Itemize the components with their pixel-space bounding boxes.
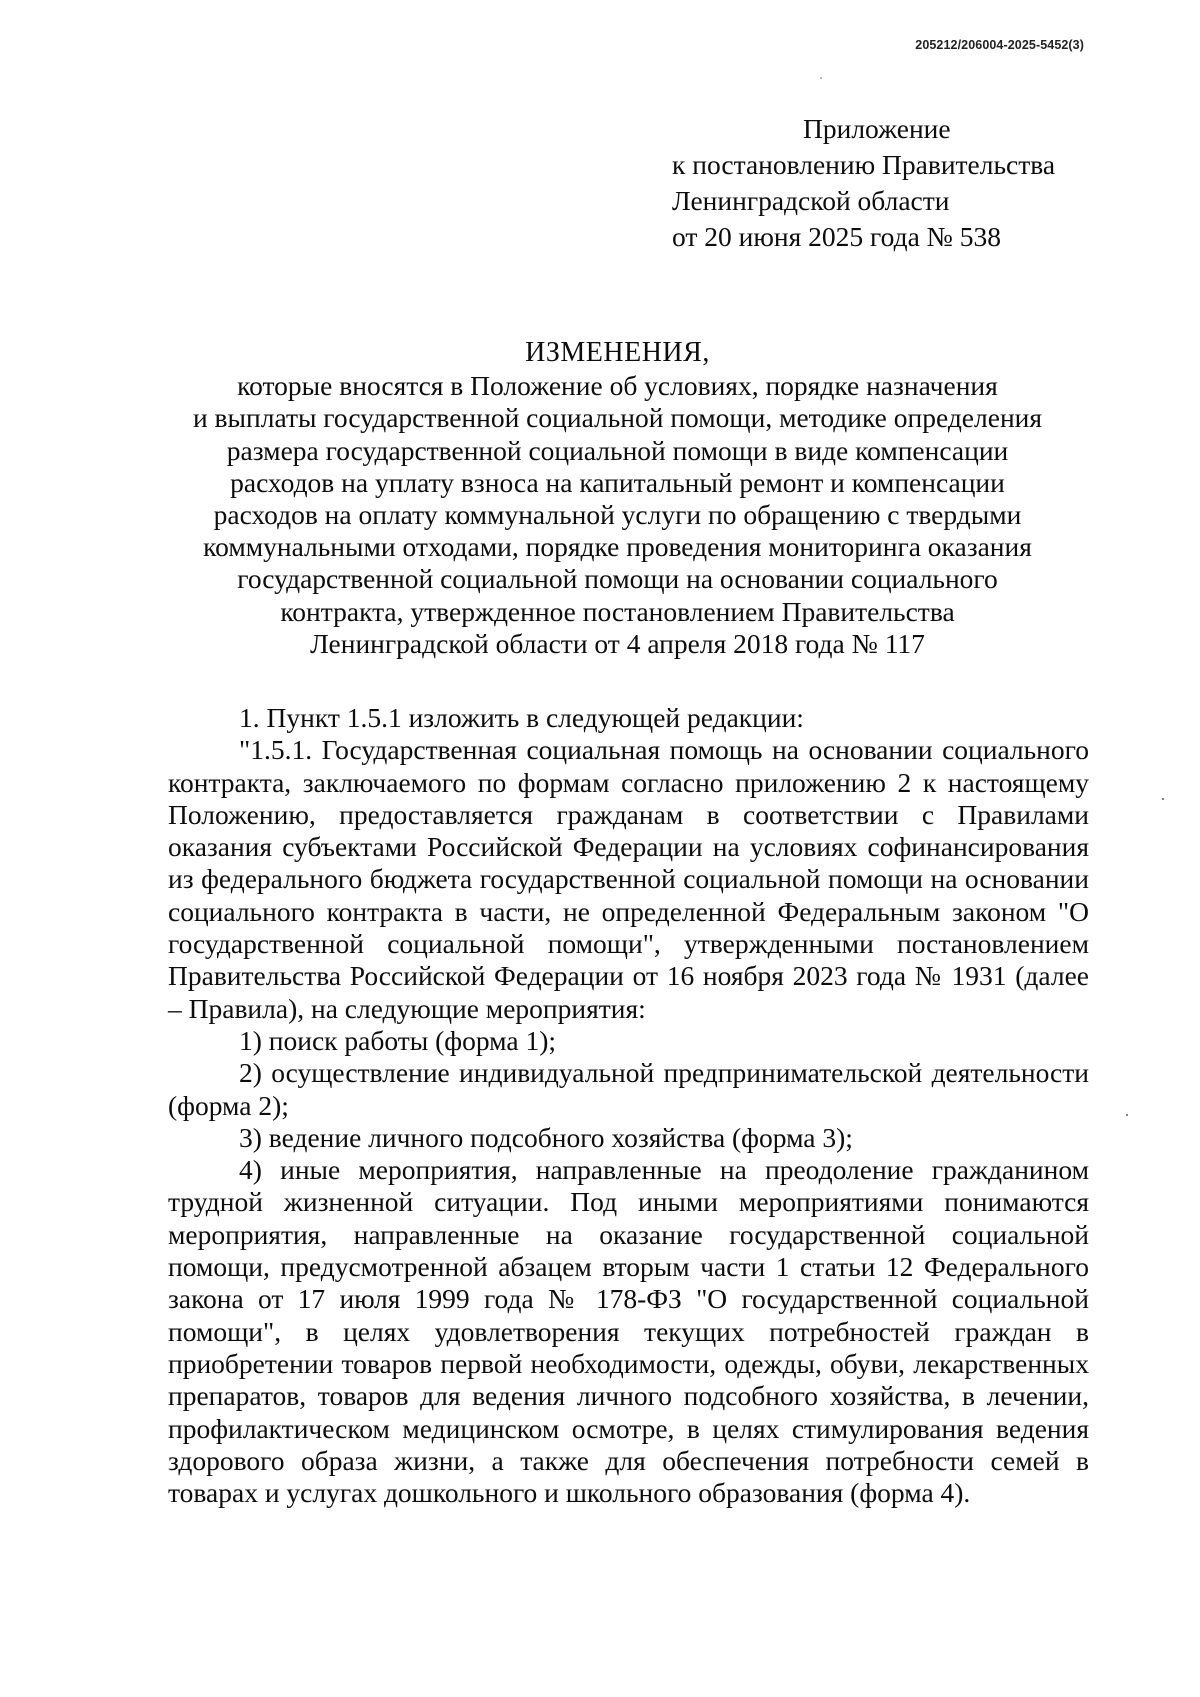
paragraph-clause-1-5-1: "1.5.1. Государственная социальная помощь на основании социального контракта, заключаемого по формам согласно приложению 2 к настоящему Положению, предоставляется гражданам в соответствии с Правилами оказания субъектами Российской Федерации на условиях софинансирования из федерального бюджета государственной социальной помощи на основании социального контракта в части, не определенной Федеральным законом "О государственной социальной помощи", утвержденными постановлением Правительства Российской Федерации от 16 ноября 2023 года № 1931 (далее – Правила), на следующие мероприятия:: [168, 734, 1089, 1024]
paragraph-item-1: 1. Пункт 1.5.1 изложить в следующей редакции:: [239, 702, 804, 733]
appendix-line: от 20 июня 2025 года № 538: [672, 221, 1002, 252]
appendix-line: Приложение: [803, 113, 951, 144]
scan-artifact: [1162, 798, 1164, 800]
document-registration-number: 205212/206004-2025-5452(3): [915, 38, 1084, 52]
appendix-header: [672, 111, 1152, 255]
title-line: Ленинградской области от 4 апреля 2018 года № 117: [310, 627, 925, 659]
list-item-form-1: 1) поиск работы (форма 1);: [239, 1024, 557, 1056]
title-line: контракта, утвержденное постановлением Правительства: [280, 595, 955, 627]
list-item-form-4: 4) иные мероприятия, направленные на преодоление гражданином трудной жизненной ситуации. Под иными мероприятиями понимаются мероприятия, направленные на оказание государственной социальной помощи, предусмотренной абзацем вторым части 1 статьи 12 Федерального закона от 17 июля 1999 года № 178-ФЗ "О государственной социальной помощи", в целях удовлетворения текущих потребностей граждан в приобретении товаров первой необходимости, одежды, обуви, лекарственных препаратов, товаров для ведения личного подсобного хозяйства, в лечении, профилактическом медицинском осмотре, в целях стимулирования ведения здорового образа жизни, а также для обеспечения потребности семей в товарах и услугах дошкольного и школьного образования (форма 4).: [168, 1154, 1089, 1509]
scan-artifact: [1126, 1114, 1128, 1116]
title-line: и выплаты государственной социальной помощи, методике определения: [192, 402, 1043, 434]
title-line: расходов на оплату коммунальной услуги по обращению с твердыми: [213, 499, 1022, 531]
document-title: [150, 337, 1085, 660]
appendix-line: Ленинградской области: [672, 185, 950, 216]
title-line: коммунальными отходами, порядке проведения мониторинга оказания: [203, 531, 1032, 563]
scan-artifact: [820, 77, 822, 79]
title-line: расходов на уплату взноса на капитальный ремонт и компенсации: [230, 466, 1005, 498]
title-line: которые вносятся в Положение об условиях, порядке назначения: [237, 370, 998, 402]
title-heading: ИЗМЕНЕНИЯ,: [525, 337, 710, 368]
list-item-form-3: 3) ведение личного подсобного хозяйства (форма 3);: [239, 1121, 853, 1153]
appendix-line: к постановлению Правительства: [672, 149, 1056, 180]
title-line: размера государственной социальной помощи в виде компенсации: [226, 434, 1009, 466]
document-body: [168, 702, 1089, 1509]
title-line: государственной социальной помощи на основании социального: [237, 563, 998, 595]
list-item-form-2: 2) осуществление индивидуальной предпринимательской деятельности (форма 2);: [168, 1057, 1089, 1121]
